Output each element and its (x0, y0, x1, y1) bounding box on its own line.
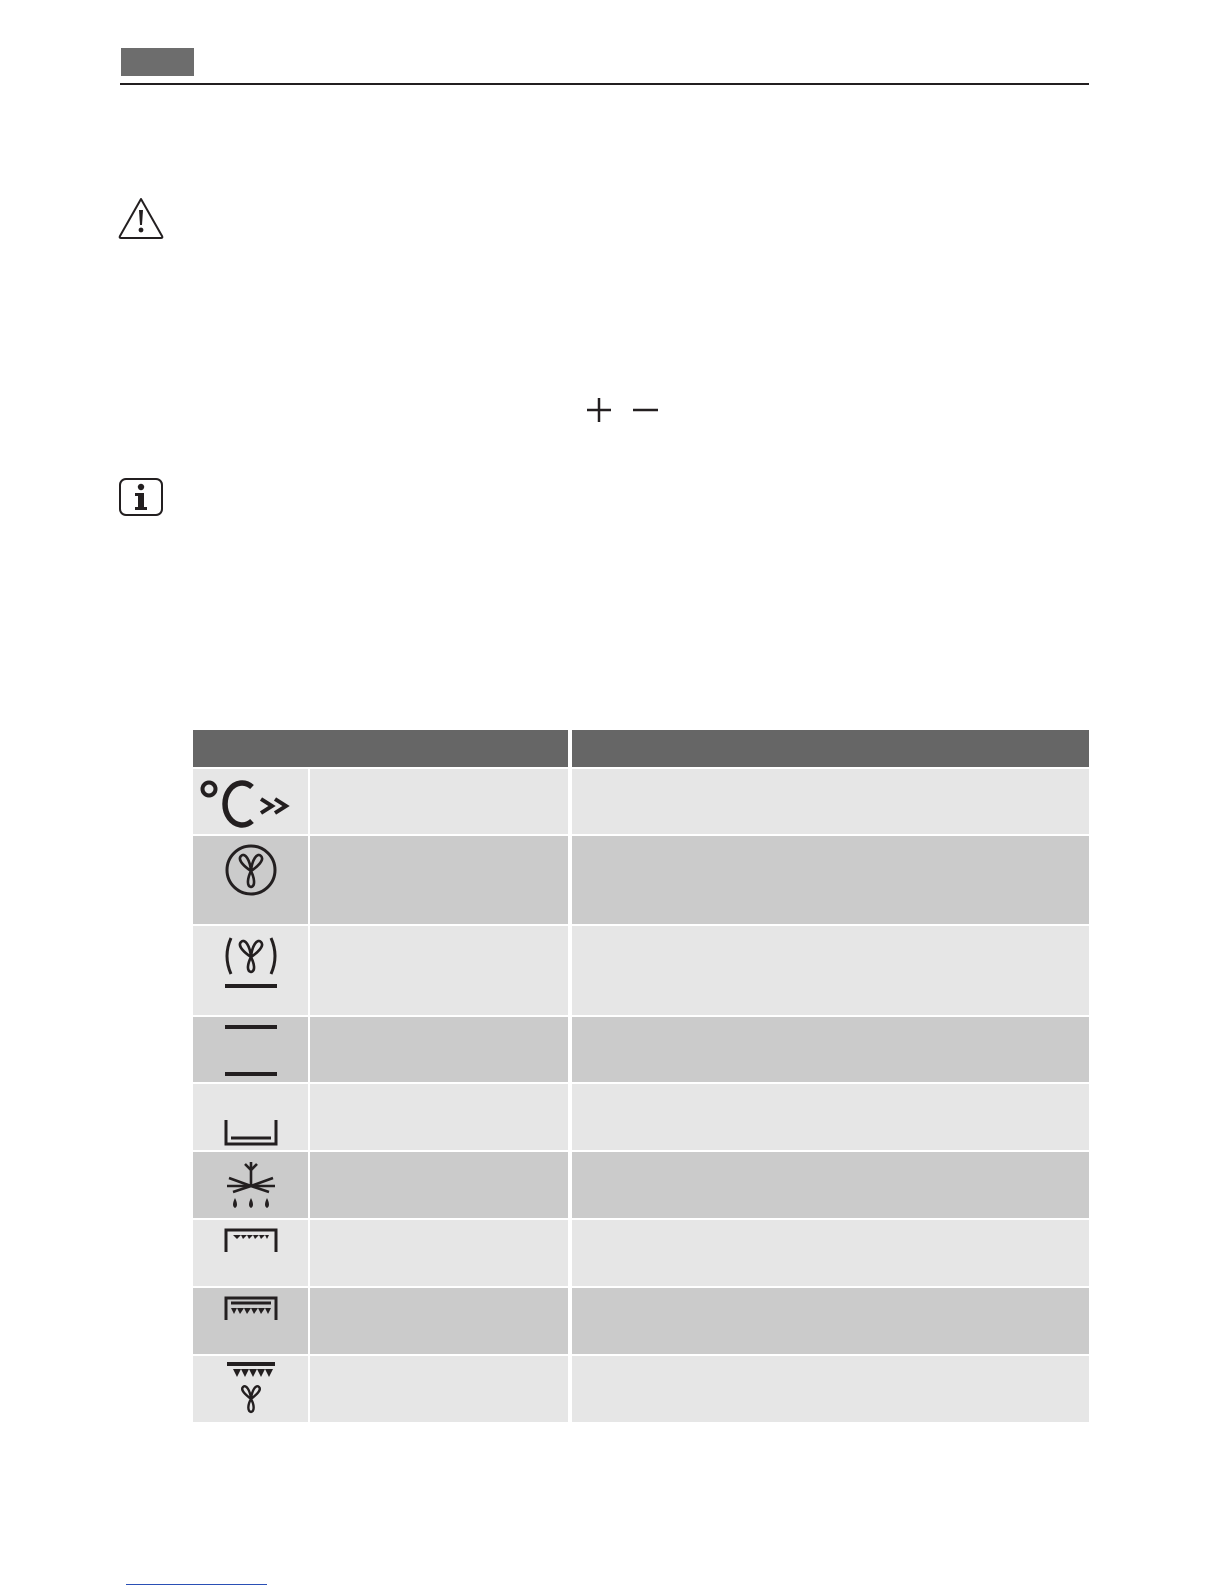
function-name (310, 1084, 568, 1150)
table-row (193, 926, 1089, 1015)
fan-icon (193, 836, 308, 924)
function-name (310, 1288, 568, 1354)
grill-icon (193, 1220, 308, 1286)
function-name (310, 1017, 568, 1082)
table-header-function (193, 730, 568, 767)
function-name (310, 1152, 568, 1218)
plus-icon (587, 398, 611, 422)
function-description (572, 1356, 1089, 1422)
function-name (310, 926, 568, 1015)
table-row (193, 1220, 1089, 1286)
turbo-grill-icon (193, 1356, 308, 1422)
function-description (572, 769, 1089, 834)
function-description (572, 1084, 1089, 1150)
function-description (572, 1288, 1089, 1354)
function-name (310, 836, 568, 924)
table-header-description (572, 730, 1089, 767)
fast-grill-icon (193, 1288, 308, 1354)
warning-triangle-icon (117, 196, 165, 240)
oven-functions-table (193, 730, 1089, 1422)
bottom-heat-icon (193, 1084, 308, 1150)
function-description (572, 1017, 1089, 1082)
info-icon (118, 477, 164, 517)
fan-bottom-heat-icon (193, 926, 308, 1015)
table-row (193, 836, 1089, 924)
defrost-icon (193, 1152, 308, 1218)
header-rule (120, 83, 1089, 85)
top-bottom-heat-icon (193, 1017, 308, 1082)
function-description (572, 926, 1089, 1015)
table-row (193, 1288, 1089, 1354)
table-row (193, 1152, 1089, 1218)
fast-heat-up-icon (193, 769, 308, 834)
function-description (572, 1220, 1089, 1286)
function-name (310, 1220, 568, 1286)
table-row (193, 1356, 1089, 1422)
function-description (572, 1152, 1089, 1218)
table-row (193, 1017, 1089, 1082)
function-description (572, 836, 1089, 924)
plus-minus-icons (584, 396, 662, 424)
section-tab (121, 48, 194, 76)
table-row (193, 1084, 1089, 1150)
table-row (193, 769, 1089, 834)
table-header (193, 730, 1089, 767)
function-name (310, 769, 568, 834)
function-name (310, 1356, 568, 1422)
